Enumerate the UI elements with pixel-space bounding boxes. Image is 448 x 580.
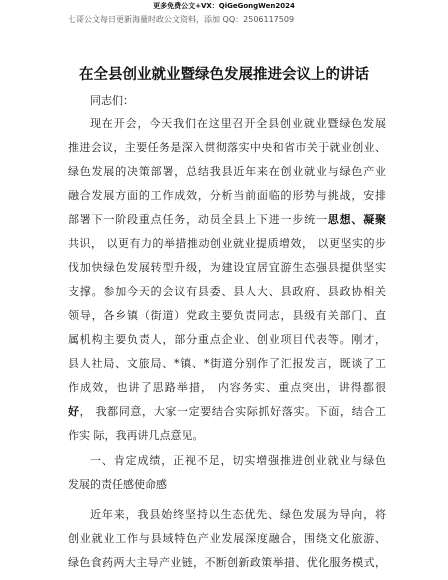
- paragraph1-line: 县人社局、文旅局、*镇、*街道分别作了汇报发言，既谈了工: [68, 357, 386, 370]
- paragraph2-line: 创业就业工作与县域特色产业发展深度融合，围绕文化旅游、: [68, 532, 386, 545]
- paragraph1-line: 绿色发展的决策部署，总结我县近年来在创业就业与绿色产业: [68, 165, 386, 178]
- promo-banner: 更多免费公文+VX：QiGeGongWen2024: [153, 2, 295, 10]
- section-heading-line: 一、肯定成绩，正视不足，切实增强推进创业就业与绿色: [90, 454, 386, 467]
- paragraph1-line: 作实 际，我再讲几点意见。: [68, 429, 204, 442]
- paragraph2-line: 绿色食药两大主导产业链，不断创新政策举措、优化服务模式，: [68, 556, 386, 569]
- paragraph1-line: 共识， 以更有力的举措推动创业就业提质增效， 以更坚实的步: [68, 237, 386, 250]
- paragraph1-line: 融合发展方面的工作成效，分析当前面临的形势与挑战，安排: [68, 189, 386, 202]
- paragraph1-text: 部署下一阶段重点任务，动员全县上下进一步统一: [68, 213, 328, 226]
- section-heading-line: 发展的责任感使命感: [68, 478, 167, 491]
- paragraph1-line: 现在开会，今天我们在这里召开全县创业就业暨绿色发展: [90, 117, 386, 130]
- header-note: 七哥公文每日更新海量时政公文资料，添加 QQ：2506117509: [68, 15, 295, 24]
- paragraph1-text: ， 我都同意，大家一定要结合实际抓好落实。下面，结合工: [79, 405, 387, 418]
- emphasis-text: 思想、凝聚: [327, 213, 387, 226]
- document-title: 在全县创业就业暨绿色发展推进会议上的讲话: [79, 67, 369, 83]
- paragraph1-line: 支撑。参加今天的会议有县委、县人大、县政府、县政协相关: [68, 285, 386, 298]
- salutation: 同志们：: [90, 94, 134, 107]
- paragraph1-line: 属机构主要负责人，部分重点企业、创业项目代表等。刚才，: [68, 333, 386, 346]
- paragraph1-line: 作成效，也讲了思路举措， 内容务实、重点突出，讲得都很: [68, 381, 386, 394]
- paragraph1-line: 推进会议，主要任务是深入贯彻落实中央和省市关于就业创业、: [68, 141, 386, 154]
- paragraph2-line: 近年来，我县始终坚持以生态优先、绿色发展为导向，将: [90, 508, 386, 521]
- paragraph1-line: 领导，各乡镇（街道）党政主要负责同志，县级有关部门、直: [68, 309, 386, 322]
- paragraph1-line: [68, 405, 386, 419]
- paragraph1-line: [68, 213, 386, 227]
- paragraph1-line: 伐加快绿色发展转型升级，为建设宜居宜游生态强县提供坚实: [68, 261, 386, 274]
- emphasis-text: 好: [68, 405, 80, 418]
